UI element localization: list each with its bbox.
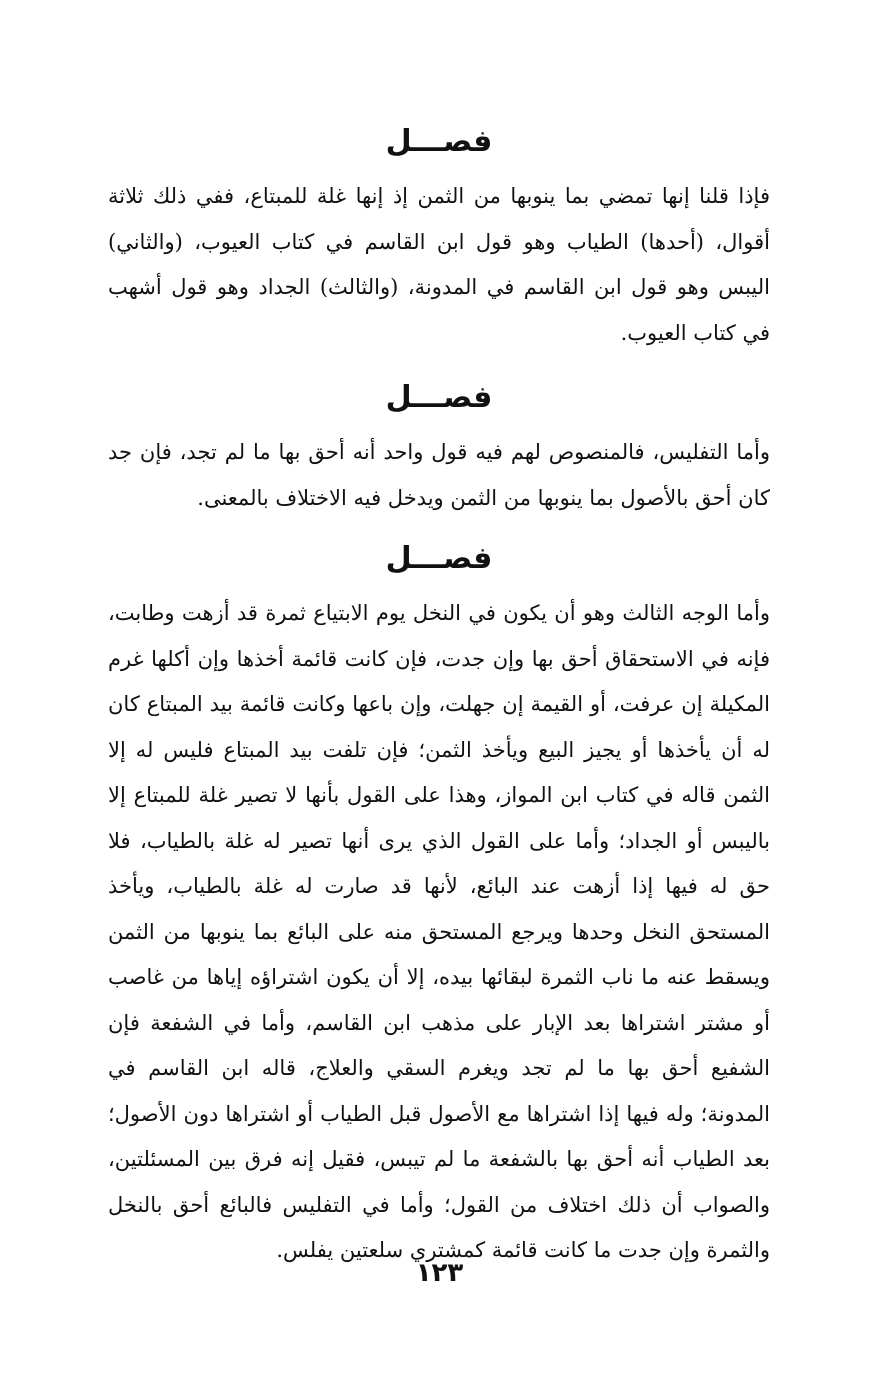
page-number: ١٢٣ [415, 1258, 464, 1288]
section-paragraph: فإذا قلنا إنها تمضي بما ينوبها من الثمن إذ إنها غلة للمبتاع، ففي ذلك ثلاثة أقوال، (أحدها) الطياب وهو قول ابن القاسم في كتاب العيوب، (والثاني) اليبس وهو قول ابن القاسم في المدونة، (والثالث) الجداد وهو قول أشهب في كتاب العيوب. [108, 184, 770, 345]
page-body [108, 118, 770, 1274]
section-paragraph: وأما التفليس، فالمنصوص لهم فيه قول واحد أنه أحق بها ما لم تجد، فإن جد كان أحق بالأصول بما ينوبها من الثمن ويدخل فيه الاختلاف بالمعنى. [108, 440, 770, 510]
section-heading: فصـــل [385, 380, 493, 415]
section-heading: فصـــل [385, 541, 493, 576]
section-heading: فصـــل [385, 124, 493, 159]
section-paragraph: وأما الوجه الثالث وهو أن يكون في النخل يوم الابتياع ثمرة قد أزهت وطابت، فإنه في الاستحقاق أحق بها وإن جدت، فإن كانت قائمة أخذها وإن أكلها غرم المكيلة إن عرفت، أو القيمة إن جهلت، وإن باعها وكانت قائمة بيد المبتاع كان له أن يأخذها أو يجيز البيع ويأخذ الثمن؛ فإن تلفت بيد المبتاع فليس له إلا الثمن قاله في كتاب ابن المواز، وهذا على القول بأنها لا تصير غلة للمبتاع إلا باليبس أو الجداد؛ وأما على القول الذي يرى أنها تصير له غلة بالطياب، فلا حق له فيها إذا أزهت عند البائع، لأنها قد صارت له غلة بالطياب، ويأخذ المستحق النخل وحدها ويرجع المستحق منه على البائع بما ينوبها من الثمن ويسقط عنه ما ناب الثمرة لبقائها بيده، إلا أن يكون اشتراؤه إياها من غاصب أو مشتر اشتراها بعد الإبار على مذهب ابن القاسم، وأما في الشفعة فإن الشفيع أحق بها ما لم تجد ويغرم السقي والعلاج، قاله ابن القاسم في المدونة؛ وله فيها إذا اشتراها مع الأصول قبل الطياب أو اشتراها دون الأصول؛ بعد الطياب أنه أحق بها بالشفعة ما لم تيبس، فقيل إنه فرق بين المسئلتين، والصواب أن ذلك اختلاف من القول؛ وأما في التفليس فالبائع أحق بالنخل والثمرة وإن جدت ما كانت قائمة كمشتري سلعتين يفلس. [108, 601, 770, 1262]
